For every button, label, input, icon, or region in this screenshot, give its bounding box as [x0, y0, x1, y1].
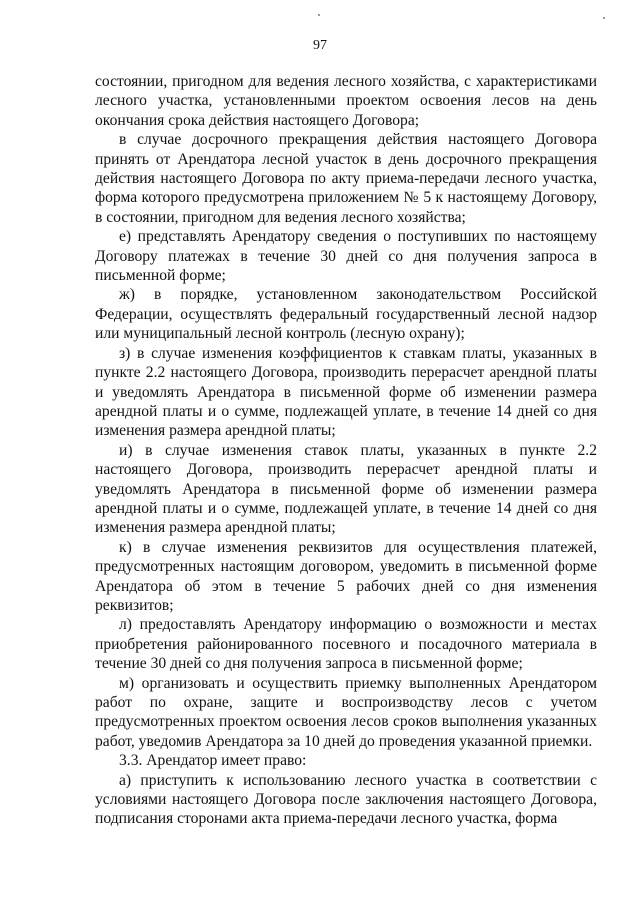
scan-speck: [318, 14, 320, 16]
paragraph-continuation: состоянии, пригодном для ведения лесного хозяйства, с характеристиками лесного участка, установленными проектом освоения лесов на день окончания срока действия настоящего Договора;: [95, 73, 597, 129]
paragraph-a: а) приступить к использованию лесного участка в соответствии с условиями настоящего Договора после заключения настоящего Договора, подписания сторонами акта приема-передачи лесного участка, форма: [95, 771, 597, 828]
paragraph-k: к) в случае изменения реквизитов для осуществления платежей, предусмотренных настоящим договором, уведомить в письменной форме Арендатора об этом в течение 5 рабочих дней со дня изменения реквизитов;: [95, 538, 597, 614]
paragraph-l: л) предоставлять Арендатору информацию о возможности и местах приобретения районированного посевного и посадочного материала в течение 30 дней со дня получения запроса в письменной форме;: [95, 616, 597, 673]
document-body: [95, 72, 597, 829]
paragraph-early-termination: в случае досрочного прекращения действия настоящего Договора принять от Арендатора лесной участок в день досрочного прекращения действия настоящего Договора по акту приема-передачи лесного участка, форма которого предусмотрена приложением № 5 к настоящему Договору, в состоянии, пригодном для ведения лесного хозяйства;: [95, 131, 597, 226]
paragraph-m: м) организовать и осуществить приемку выполненных Арендатором работ по охране, защите и воспроизводству лесов с учетом предусмотренных проектом освоения лесов сроков выполнения указанных работ, уведомив Арендатора за 10 дней до проведения указанной приемки.: [95, 674, 597, 750]
scan-speck: [603, 17, 605, 19]
paragraph-z: з) в случае изменения коэффициентов к ставкам платы, указанных в пункте 2.2 настоящего Договора, производить перерасчет арендной платы и уведомлять Арендатора в письменной форме об изменении размера арендной платы и о сумме, подлежащей уплате, в течение 14 дней со дня изменения размера арендной платы;: [95, 344, 597, 440]
paragraph-e: е) представлять Арендатору сведения о поступивших по настоящему Договору платежах в течение 30 дней со дня получения запроса в письменной форме;: [95, 228, 597, 285]
paragraph-i: и) в случае изменения ставок платы, указанных в пункте 2.2 настоящего Договора, производить перерасчет арендной платы и уведомлять Арендатора в письменной форме об изменении размера арендной платы и о сумме, подлежащей уплате, в течение 14 дней со дня изменения размера арендной платы;: [95, 441, 597, 537]
page-number: 97: [313, 38, 327, 53]
paragraph-zh: ж) в порядке, установленном законодательством Российской Федерации, осуществлять федеральный государственный лесной надзор или муниципальный лесной контроль (лесную охрану);: [95, 286, 597, 343]
section-heading-3-3: 3.3. Арендатор имеет право:: [119, 752, 307, 770]
